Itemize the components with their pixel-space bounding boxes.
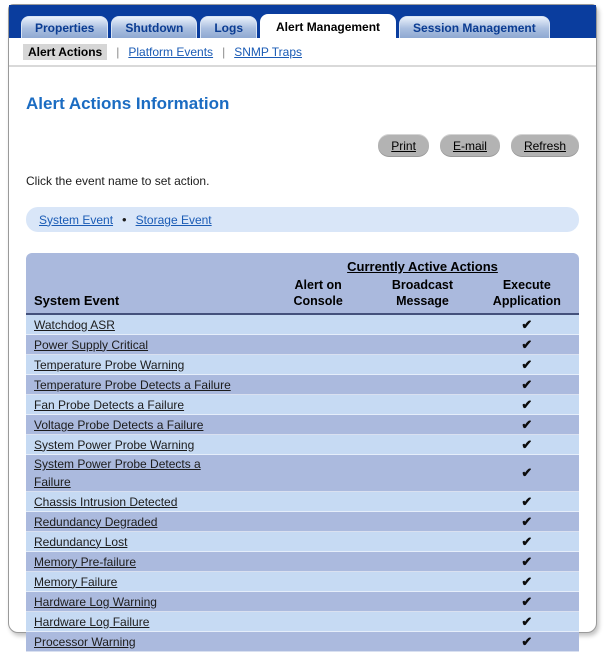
event-link[interactable]: Redundancy Degraded — [34, 514, 158, 529]
tab-bar — [9, 5, 596, 38]
tab-shutdown[interactable]: Shutdown — [111, 16, 197, 38]
execute-application-cell: ✔ — [521, 493, 533, 509]
execute-application-cell: ✔ — [521, 465, 533, 480]
event-link[interactable]: Temperature Probe Warning — [34, 357, 185, 372]
event-link[interactable]: Memory Failure — [34, 574, 118, 589]
event-link[interactable]: Power Supply Critical — [34, 337, 149, 352]
sub-navigation — [9, 38, 596, 67]
tab-logs[interactable]: Logs — [200, 16, 257, 38]
table-header — [26, 253, 579, 315]
table-row — [26, 552, 579, 572]
group-header: Currently Active Actions — [347, 259, 498, 274]
event-link[interactable]: Voltage Probe Detects a Failure — [34, 417, 204, 432]
table-row — [26, 315, 579, 335]
execute-application-cell: ✔ — [521, 356, 533, 372]
event-link[interactable]: Watchdog ASR — [34, 317, 115, 332]
table-body — [26, 315, 579, 652]
event-link[interactable]: Redundancy Lost — [34, 534, 128, 549]
system-event-link[interactable]: System Event — [39, 212, 114, 227]
subnav-item-snmp-traps[interactable]: SNMP Traps — [234, 45, 302, 59]
separator: | — [222, 45, 226, 59]
event-category-nav — [26, 207, 579, 232]
tab-alert-management[interactable]: Alert Management — [260, 14, 396, 38]
alert-actions-table — [26, 253, 579, 652]
page-title: Alert Actions Information — [26, 94, 230, 113]
event-link[interactable]: System Power Probe Detects a Failure — [34, 457, 201, 489]
table-row — [26, 375, 579, 395]
table-row — [26, 612, 579, 632]
event-link[interactable]: Chassis Intrusion Detected — [34, 494, 178, 509]
table-row — [26, 435, 579, 455]
print-button[interactable]: Print — [378, 134, 429, 157]
refresh-button[interactable]: Refresh — [511, 134, 579, 157]
table-row — [26, 415, 579, 435]
event-link[interactable]: Memory Pre-failure — [34, 554, 137, 569]
execute-application-cell: ✔ — [521, 613, 533, 629]
table-row — [26, 512, 579, 532]
execute-application-cell: ✔ — [521, 336, 533, 352]
tab-properties[interactable]: Properties — [21, 16, 108, 38]
execute-application-cell: ✔ — [521, 553, 533, 569]
execute-application-cell: ✔ — [521, 533, 533, 549]
table-row — [26, 335, 579, 355]
table-row — [26, 395, 579, 415]
event-link[interactable]: Temperature Probe Detects a Failure — [34, 377, 231, 392]
subnav-item-platform-events[interactable]: Platform Events — [128, 45, 214, 59]
instruction-text: Click the event name to set action. — [26, 174, 210, 188]
column-header-execute-application: Execute Application — [492, 278, 561, 308]
event-link[interactable]: Processor Warning — [34, 634, 136, 649]
table-row — [26, 532, 579, 552]
column-header-system-event: System Event — [34, 293, 120, 308]
execute-application-cell: ✔ — [521, 396, 533, 412]
column-header-broadcast-message: Broadcast Message — [391, 278, 454, 308]
email-button[interactable]: E-mail — [440, 134, 500, 157]
execute-application-cell: ✔ — [521, 436, 533, 452]
execute-application-cell: ✔ — [521, 416, 533, 432]
table-row — [26, 572, 579, 592]
bullet-separator: • — [122, 212, 127, 227]
tab-session-management[interactable]: Session Management — [399, 16, 550, 38]
execute-application-cell: ✔ — [521, 513, 533, 529]
app-window — [8, 4, 597, 649]
execute-application-cell: ✔ — [521, 593, 533, 609]
table-row — [26, 632, 579, 652]
toolbar — [26, 134, 579, 157]
execute-application-cell: ✔ — [521, 316, 533, 332]
execute-application-cell: ✔ — [521, 633, 533, 649]
execute-application-cell: ✔ — [521, 376, 533, 392]
execute-application-cell: ✔ — [521, 573, 533, 589]
main-content — [9, 94, 596, 652]
separator: | — [116, 45, 120, 59]
table-row — [26, 592, 579, 612]
column-header-alert-on-console: Alert on Console — [293, 278, 343, 308]
table-row — [26, 455, 579, 492]
event-link[interactable]: Hardware Log Warning — [34, 594, 157, 609]
table-row — [26, 492, 579, 512]
event-link[interactable]: Hardware Log Failure — [34, 614, 150, 629]
storage-event-link[interactable]: Storage Event — [135, 212, 212, 227]
table-row — [26, 355, 579, 375]
event-link[interactable]: Fan Probe Detects a Failure — [34, 397, 185, 412]
subnav-item-alert-actions[interactable]: Alert Actions — [23, 44, 107, 60]
event-link[interactable]: System Power Probe Warning — [34, 437, 195, 452]
